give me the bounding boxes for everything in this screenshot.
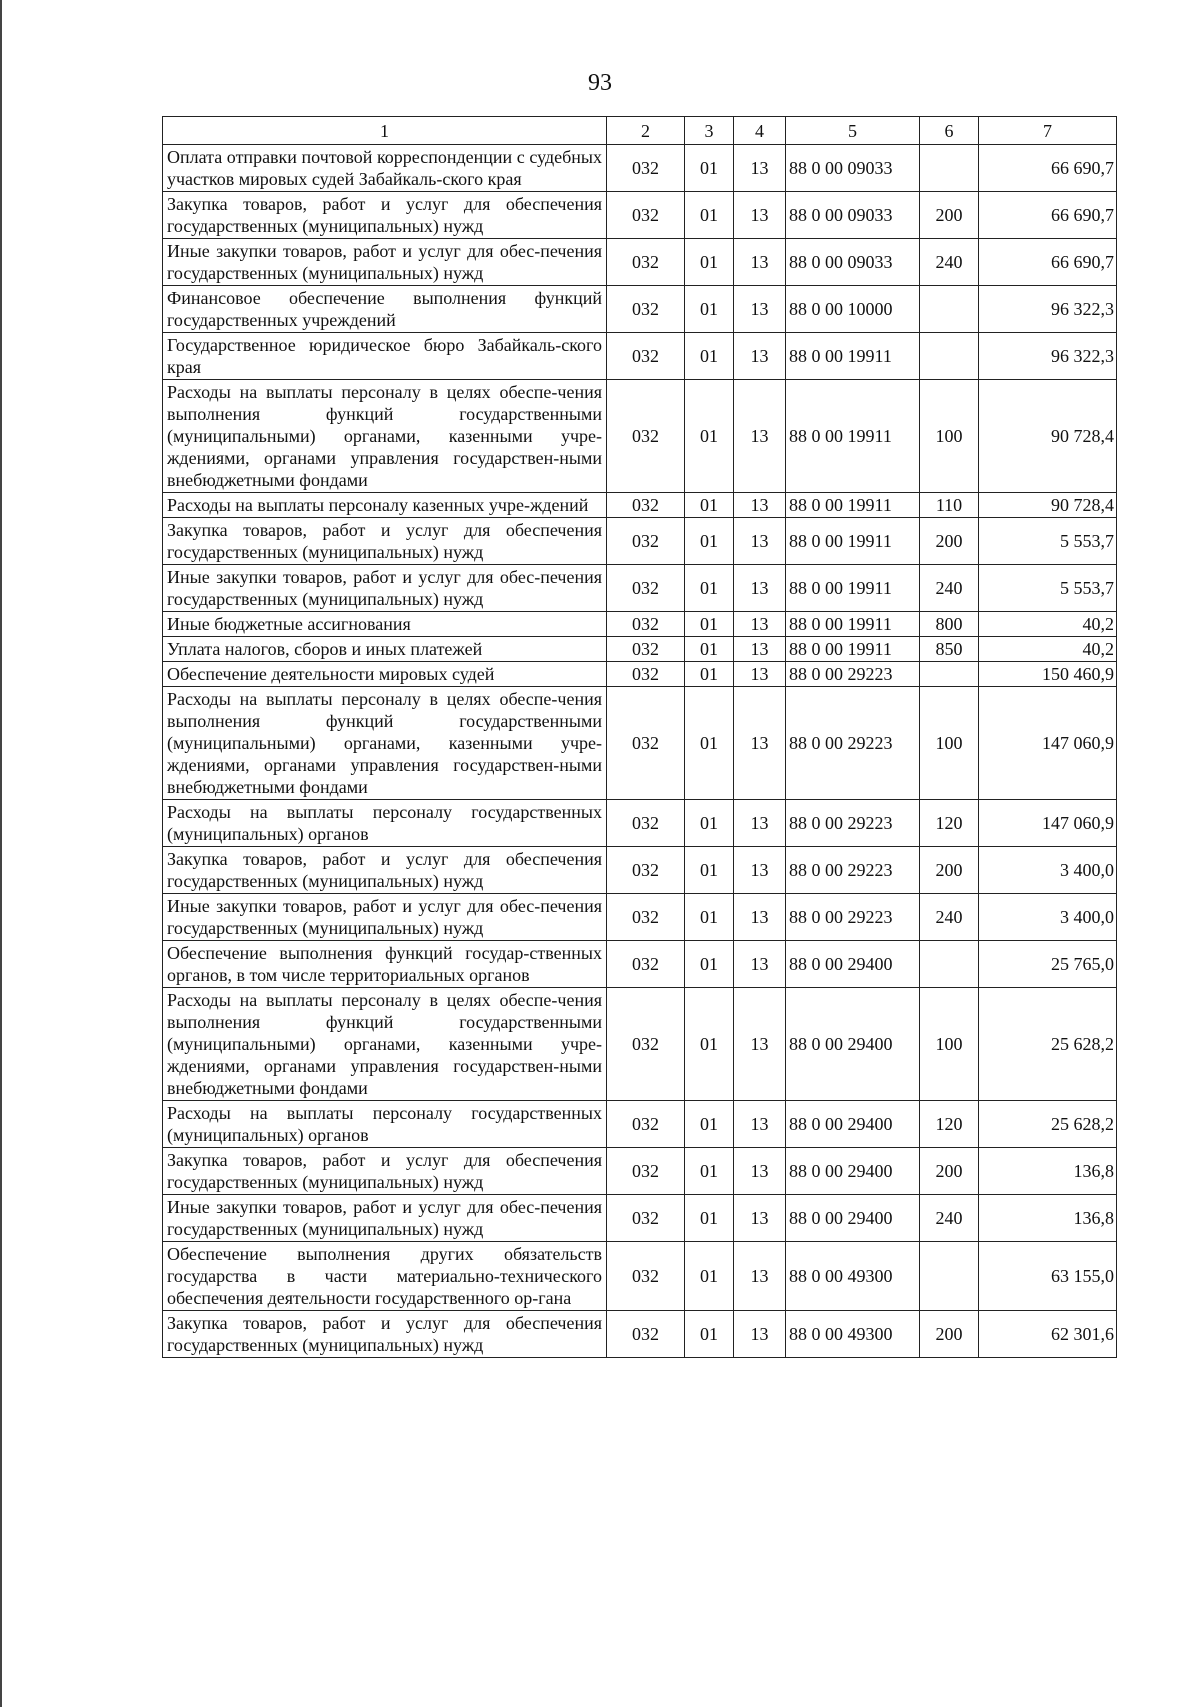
row-amount: 25 628,2 — [979, 1101, 1117, 1148]
row-name: Расходы на выплаты персоналу в целях обеспе-чения выполнения функций государственными (муниципальными) органами, казенными учре-ждениями, органами управления государствен-ными внебюджетными фондами — [163, 380, 607, 493]
table-row — [163, 847, 1117, 894]
column-header-7: 7 — [979, 117, 1117, 145]
row-col-4: 13 — [734, 1242, 786, 1311]
row-col-4: 13 — [734, 612, 786, 637]
row-col-2: 032 — [607, 286, 685, 333]
row-col-4: 13 — [734, 988, 786, 1101]
header-row — [163, 117, 1117, 145]
row-col-6: 200 — [920, 1148, 979, 1195]
row-amount: 25 628,2 — [979, 988, 1117, 1101]
row-col-6 — [920, 941, 979, 988]
table-row — [163, 988, 1117, 1101]
row-col-2: 032 — [607, 662, 685, 687]
row-col-6: 110 — [920, 493, 979, 518]
row-col-6: 100 — [920, 380, 979, 493]
row-col-2: 032 — [607, 847, 685, 894]
row-col-4: 13 — [734, 565, 786, 612]
row-code: 88 0 00 09033 — [786, 192, 920, 239]
row-amount: 147 060,9 — [979, 687, 1117, 800]
row-col-3: 01 — [685, 333, 734, 380]
row-col-3: 01 — [685, 493, 734, 518]
table-row — [163, 239, 1117, 286]
row-name: Иные закупки товаров, работ и услуг для обес-печения государственных (муниципальных) нужд — [163, 894, 607, 941]
row-col-4: 13 — [734, 1148, 786, 1195]
row-col-2: 032 — [607, 493, 685, 518]
table-row — [163, 1242, 1117, 1311]
table-row — [163, 518, 1117, 565]
row-col-2: 032 — [607, 687, 685, 800]
row-code: 88 0 00 29223 — [786, 800, 920, 847]
row-col-3: 01 — [685, 1195, 734, 1242]
row-code: 88 0 00 29400 — [786, 1101, 920, 1148]
row-col-4: 13 — [734, 145, 786, 192]
row-col-3: 01 — [685, 612, 734, 637]
row-col-3: 01 — [685, 847, 734, 894]
row-amount: 25 765,0 — [979, 941, 1117, 988]
row-amount: 5 553,7 — [979, 518, 1117, 565]
row-amount: 62 301,6 — [979, 1311, 1117, 1358]
row-col-4: 13 — [734, 286, 786, 333]
row-col-3: 01 — [685, 637, 734, 662]
row-col-3: 01 — [685, 800, 734, 847]
table-row — [163, 1148, 1117, 1195]
table-row — [163, 286, 1117, 333]
row-col-4: 13 — [734, 1195, 786, 1242]
row-name: Закупка товаров, работ и услуг для обеспечения государственных (муниципальных) нужд — [163, 1311, 607, 1358]
row-col-4: 13 — [734, 687, 786, 800]
row-name: Финансовое обеспечение выполнения функций государственных учреждений — [163, 286, 607, 333]
row-col-6: 850 — [920, 637, 979, 662]
table-row — [163, 333, 1117, 380]
row-col-6: 240 — [920, 894, 979, 941]
row-name: Иные закупки товаров, работ и услуг для обес-печения государственных (муниципальных) нужд — [163, 239, 607, 286]
row-code: 88 0 00 19911 — [786, 612, 920, 637]
row-amount: 63 155,0 — [979, 1242, 1117, 1311]
table-row — [163, 145, 1117, 192]
row-col-6: 240 — [920, 1195, 979, 1242]
row-col-4: 13 — [734, 192, 786, 239]
row-code: 88 0 00 19911 — [786, 518, 920, 565]
row-code: 88 0 00 49300 — [786, 1311, 920, 1358]
row-col-2: 032 — [607, 941, 685, 988]
row-col-2: 032 — [607, 1311, 685, 1358]
row-name: Оплата отправки почтовой корреспонденции с судебных участков мировых судей Забайкаль-ского края — [163, 145, 607, 192]
row-col-6 — [920, 145, 979, 192]
row-col-4: 13 — [734, 800, 786, 847]
row-col-6: 200 — [920, 847, 979, 894]
row-col-6: 200 — [920, 1311, 979, 1358]
row-name: Расходы на выплаты персоналу государственных (муниципальных) органов — [163, 800, 607, 847]
row-code: 88 0 00 09033 — [786, 145, 920, 192]
table-row — [163, 1195, 1117, 1242]
row-col-2: 032 — [607, 333, 685, 380]
page-number: 93 — [588, 70, 612, 96]
row-name: Уплата налогов, сборов и иных платежей — [163, 637, 607, 662]
row-col-6 — [920, 662, 979, 687]
row-name: Расходы на выплаты персоналу в целях обеспе-чения выполнения функций государственными (муниципальными) органами, казенными учре-ждениями, органами управления государствен-ными внебюджетными фондами — [163, 988, 607, 1101]
row-col-6: 240 — [920, 239, 979, 286]
column-header-2: 2 — [607, 117, 685, 145]
row-col-3: 01 — [685, 662, 734, 687]
column-header-6: 6 — [920, 117, 979, 145]
row-amount: 3 400,0 — [979, 894, 1117, 941]
row-col-3: 01 — [685, 894, 734, 941]
row-code: 88 0 00 29223 — [786, 847, 920, 894]
row-col-4: 13 — [734, 662, 786, 687]
row-amount: 90 728,4 — [979, 380, 1117, 493]
row-name: Закупка товаров, работ и услуг для обеспечения государственных (муниципальных) нужд — [163, 847, 607, 894]
row-col-2: 032 — [607, 1242, 685, 1311]
row-code: 88 0 00 29223 — [786, 687, 920, 800]
row-col-2: 032 — [607, 1101, 685, 1148]
table-row — [163, 941, 1117, 988]
row-col-3: 01 — [685, 192, 734, 239]
table-row — [163, 192, 1117, 239]
table-row — [163, 662, 1117, 687]
row-name: Закупка товаров, работ и услуг для обеспечения государственных (муниципальных) нужд — [163, 192, 607, 239]
row-col-2: 032 — [607, 800, 685, 847]
row-col-6 — [920, 286, 979, 333]
row-name: Иные бюджетные ассигнования — [163, 612, 607, 637]
row-name: Обеспечение выполнения других обязательств государства в части материально-технического обеспечения деятельности государственного ор-гана — [163, 1242, 607, 1311]
row-col-6: 200 — [920, 518, 979, 565]
table-body — [163, 145, 1117, 1358]
row-amount: 136,8 — [979, 1148, 1117, 1195]
table-row — [163, 637, 1117, 662]
row-code: 88 0 00 29400 — [786, 988, 920, 1101]
row-col-3: 01 — [685, 286, 734, 333]
row-col-2: 032 — [607, 565, 685, 612]
row-name: Расходы на выплаты персоналу в целях обеспе-чения выполнения функций государственными (муниципальными) органами, казенными учре-ждениями, органами управления государствен-ными внебюджетными фондами — [163, 687, 607, 800]
budget-table — [162, 116, 1117, 1358]
row-col-2: 032 — [607, 239, 685, 286]
row-col-4: 13 — [734, 493, 786, 518]
row-amount: 40,2 — [979, 612, 1117, 637]
row-amount: 40,2 — [979, 637, 1117, 662]
row-amount: 96 322,3 — [979, 286, 1117, 333]
row-col-6: 120 — [920, 1101, 979, 1148]
row-col-2: 032 — [607, 1148, 685, 1195]
row-name: Обеспечение выполнения функций государ-ственных органов, в том числе территориальных органов — [163, 941, 607, 988]
row-code: 88 0 00 49300 — [786, 1242, 920, 1311]
table-row — [163, 493, 1117, 518]
row-amount: 66 690,7 — [979, 192, 1117, 239]
row-name: Расходы на выплаты персоналу казенных учре-ждений — [163, 493, 607, 518]
row-amount: 3 400,0 — [979, 847, 1117, 894]
row-code: 88 0 00 29223 — [786, 662, 920, 687]
row-col-3: 01 — [685, 239, 734, 286]
row-col-3: 01 — [685, 988, 734, 1101]
row-col-3: 01 — [685, 941, 734, 988]
row-col-3: 01 — [685, 1311, 734, 1358]
row-col-4: 13 — [734, 333, 786, 380]
row-col-4: 13 — [734, 1311, 786, 1358]
row-col-6: 240 — [920, 565, 979, 612]
row-col-6: 800 — [920, 612, 979, 637]
row-amount: 147 060,9 — [979, 800, 1117, 847]
table-row — [163, 565, 1117, 612]
row-col-6: 100 — [920, 687, 979, 800]
row-name: Закупка товаров, работ и услуг для обеспечения государственных (муниципальных) нужд — [163, 518, 607, 565]
row-col-4: 13 — [734, 518, 786, 565]
row-name: Иные закупки товаров, работ и услуг для обес-печения государственных (муниципальных) нужд — [163, 1195, 607, 1242]
row-name: Закупка товаров, работ и услуг для обеспечения государственных (муниципальных) нужд — [163, 1148, 607, 1195]
row-col-3: 01 — [685, 565, 734, 612]
row-col-4: 13 — [734, 380, 786, 493]
table-row — [163, 1311, 1117, 1358]
column-header-4: 4 — [734, 117, 786, 145]
row-col-2: 032 — [607, 192, 685, 239]
row-col-4: 13 — [734, 941, 786, 988]
column-header-1: 1 — [163, 117, 607, 145]
row-code: 88 0 00 19911 — [786, 637, 920, 662]
row-col-6: 120 — [920, 800, 979, 847]
row-col-2: 032 — [607, 894, 685, 941]
row-amount: 90 728,4 — [979, 493, 1117, 518]
row-col-2: 032 — [607, 1195, 685, 1242]
row-col-6: 200 — [920, 192, 979, 239]
row-code: 88 0 00 19911 — [786, 565, 920, 612]
row-col-2: 032 — [607, 612, 685, 637]
row-name: Расходы на выплаты персоналу государственных (муниципальных) органов — [163, 1101, 607, 1148]
row-amount: 136,8 — [979, 1195, 1117, 1242]
table-row — [163, 800, 1117, 847]
table-row — [163, 612, 1117, 637]
table-row — [163, 687, 1117, 800]
row-code: 88 0 00 09033 — [786, 239, 920, 286]
row-code: 88 0 00 19911 — [786, 493, 920, 518]
row-amount: 96 322,3 — [979, 333, 1117, 380]
row-code: 88 0 00 19911 — [786, 380, 920, 493]
row-col-3: 01 — [685, 518, 734, 565]
row-col-3: 01 — [685, 145, 734, 192]
row-code: 88 0 00 29400 — [786, 1195, 920, 1242]
row-col-3: 01 — [685, 1101, 734, 1148]
row-amount: 5 553,7 — [979, 565, 1117, 612]
row-col-4: 13 — [734, 239, 786, 286]
row-col-6 — [920, 1242, 979, 1311]
row-col-3: 01 — [685, 1242, 734, 1311]
row-code: 88 0 00 29400 — [786, 1148, 920, 1195]
row-amount: 66 690,7 — [979, 145, 1117, 192]
row-col-2: 032 — [607, 380, 685, 493]
column-header-3: 3 — [685, 117, 734, 145]
row-col-4: 13 — [734, 637, 786, 662]
row-col-6: 100 — [920, 988, 979, 1101]
row-col-4: 13 — [734, 1101, 786, 1148]
row-col-3: 01 — [685, 380, 734, 493]
column-header-5: 5 — [786, 117, 920, 145]
row-code: 88 0 00 19911 — [786, 333, 920, 380]
scan-edge-mark — [0, 0, 2, 1707]
table-row — [163, 1101, 1117, 1148]
row-name: Государственное юридическое бюро Забайкаль-ского края — [163, 333, 607, 380]
row-amount: 150 460,9 — [979, 662, 1117, 687]
row-col-4: 13 — [734, 894, 786, 941]
row-col-2: 032 — [607, 145, 685, 192]
row-name: Иные закупки товаров, работ и услуг для обес-печения государственных (муниципальных) нужд — [163, 565, 607, 612]
row-col-2: 032 — [607, 988, 685, 1101]
table-row — [163, 380, 1117, 493]
row-col-3: 01 — [685, 1148, 734, 1195]
row-col-2: 032 — [607, 637, 685, 662]
row-amount: 66 690,7 — [979, 239, 1117, 286]
row-name: Обеспечение деятельности мировых судей — [163, 662, 607, 687]
row-col-4: 13 — [734, 847, 786, 894]
row-col-6 — [920, 333, 979, 380]
row-col-2: 032 — [607, 518, 685, 565]
row-code: 88 0 00 10000 — [786, 286, 920, 333]
row-col-3: 01 — [685, 687, 734, 800]
row-code: 88 0 00 29400 — [786, 941, 920, 988]
table-row — [163, 894, 1117, 941]
row-code: 88 0 00 29223 — [786, 894, 920, 941]
